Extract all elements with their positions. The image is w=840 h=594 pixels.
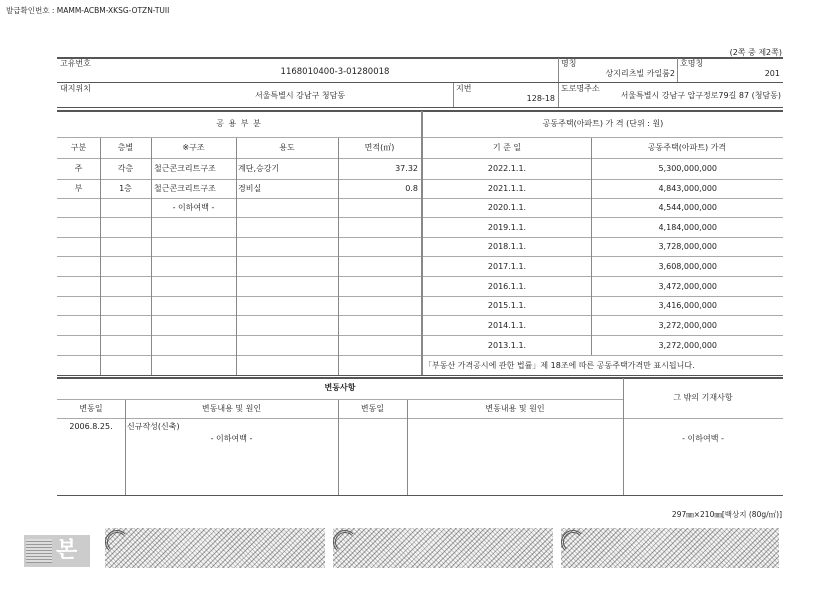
price-value: 5,300,000,000 [658,164,717,173]
col-structure: ※구조 [182,143,205,152]
row-use: 경비실 [238,184,262,193]
price-date: 2013.1.1. [487,341,527,350]
col-base-date: 기 준 일 [492,143,522,152]
row-floor: 1층 [119,184,132,193]
stamp-char: 본 [56,538,78,563]
row-structure: 철근콘크리트구조 [154,164,216,173]
price-value: 3,416,000,000 [658,301,717,310]
row-floor: 각층 [117,164,134,173]
common-blank-marker: - 이하여백 - [172,203,215,212]
price-footnote: 「부동산 가격공시에 관한 법률」제 18조에 따른 공동주택가격만 표시됩니다. [424,361,695,370]
issue-confirmation-number: 발급확인번호 : MAMM-ACBM-XKSG-OTZN-TUII [6,6,170,15]
row-area: 0.8 [405,184,418,193]
price-value: 3,608,000,000 [658,262,717,271]
col-price: 공동주택(아파트) 가격 [647,143,727,152]
name-value: 상지리츠빌 카일룸2 [605,69,675,78]
unit-label: 호명칭 [680,59,704,68]
unique-number-label: 고유번호 [60,59,91,68]
price-date: 2014.1.1. [487,321,527,330]
price-value: 3,272,000,000 [658,341,717,350]
road-address-value: 서울특별시 강남구 압구정로79길 87 (청담동) [620,91,781,100]
change-content: 신규작성(신축) [127,422,180,431]
col-change-date: 변동일 [79,404,103,413]
row-kind: 주 [74,164,83,173]
col-change-content-2: 변동내용 및 원인 [485,404,545,413]
change-date: 2006.8.25. [69,422,113,431]
price-date: 2015.1.1. [487,301,527,310]
road-address-label: 도로명주소 [561,84,600,93]
col-use: 용도 [279,143,295,152]
site-label: 대지위치 [60,84,91,93]
unit-value: 201 [764,69,780,78]
page-indicator: (2쪽 중 제2쪽) [729,48,782,57]
security-pattern-2 [333,528,553,568]
row-use: 계단,승강기 [238,164,280,173]
price-section-title: 공동주택(아파트) 가 격 (단위 : 원) [542,119,664,128]
price-date: 2016.1.1. [487,282,527,291]
price-value: 3,728,000,000 [658,242,717,251]
price-date: 2022.1.1. [487,164,527,173]
price-value: 3,472,000,000 [658,282,717,291]
other-notes-title: 그 밖의 기재사항 [673,393,733,402]
changes-section-title: 변동사항 [324,383,356,392]
common-section-title: 공 용 부 분 [216,119,262,128]
row-area: 37.32 [395,164,418,173]
col-floor: 층별 [117,143,134,152]
col-change-content: 변동내용 및 원인 [201,404,262,413]
col-area: 면적(㎡) [364,143,395,152]
price-value: 4,184,000,000 [658,223,717,232]
security-swirl-icon [333,530,357,554]
price-value: 3,272,000,000 [658,321,717,330]
col-change-date-2: 변동일 [360,404,385,413]
change-blank-marker: - 이하여백 - [210,434,253,443]
security-swirl-icon [561,530,585,554]
row-kind: 부 [74,184,83,193]
other-notes-blank-marker: - 이하여백 - [682,434,724,443]
price-value: 4,544,000,000 [658,203,717,212]
price-date: 2020.1.1. [487,203,527,212]
unique-number-value: 1168010400-3-01280018 [280,67,390,77]
price-date: 2017.1.1. [487,262,527,271]
row-structure: 철근콘크리트구조 [154,184,216,193]
name-label: 명칭 [561,59,577,68]
site-value: 서울특별시 강남구 청담동 [254,91,346,100]
lot-label: 지번 [456,84,472,93]
security-swirl-icon [105,530,129,554]
price-date: 2019.1.1. [487,223,527,232]
security-pattern-3 [561,528,779,568]
col-kind: 구분 [70,143,87,152]
price-date: 2021.1.1. [487,184,527,193]
price-date: 2018.1.1. [487,242,527,251]
original-copy-stamp [24,535,90,567]
paper-size-note: 297㎜×210㎜[백상지 (80g/㎡)] [671,510,782,519]
price-value: 4,843,000,000 [658,184,717,193]
lot-value: 128-18 [526,94,555,103]
security-pattern-1 [105,528,325,568]
